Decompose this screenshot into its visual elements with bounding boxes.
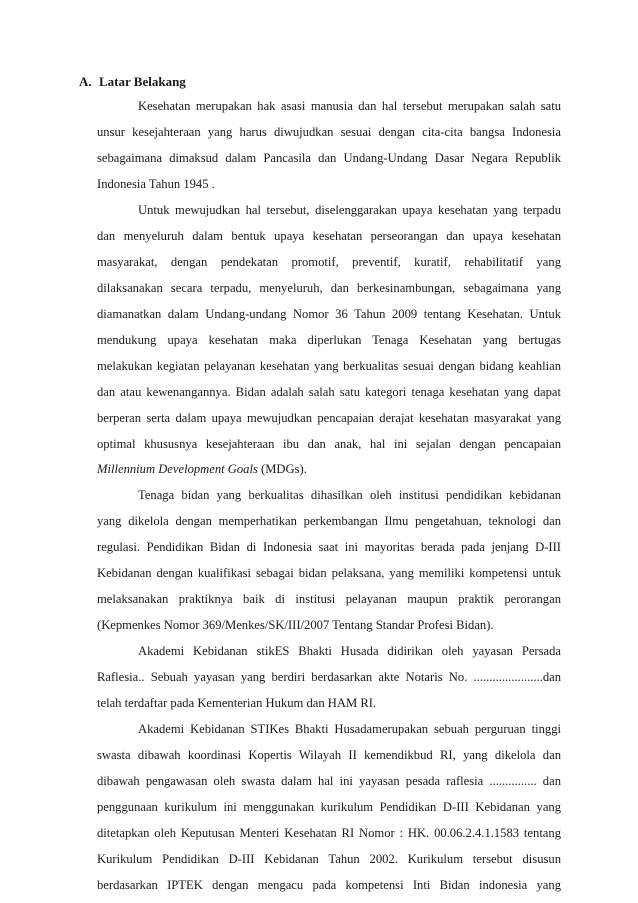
paragraph-line: sebagaimana dimaksud dalam Pancasila dan Undang-Undang Dasar Negara Republik	[97, 151, 561, 165]
mdgs-rest-text: (MDGs).	[257, 462, 307, 476]
paragraph-line: dan menyeluruh dalam bentuk upaya kesehatan perseorangan dan upaya kesehatan	[97, 229, 561, 243]
paragraph-line: masyarakat, dengan pendekatan promotif, preventif, kuratif, rehabilitatif yang	[97, 255, 561, 269]
section-heading	[79, 74, 186, 90]
paragraph-line: Kesehatan merupakan hak asasi manusia dan hal tersebut merupakan salah satu	[138, 99, 561, 113]
paragraph-line: (Kepmenkes Nomor 369/Menkes/SK/III/2007 Tentang Standar Profesi Bidan).	[97, 618, 494, 632]
section-title: Latar Belakang	[99, 74, 186, 89]
paragraph-line: ditetapkan oleh Keputusan Menteri Kesehatan RI Nomor : HK. 00.06.2.4.1.1583 tentang	[97, 826, 561, 840]
paragraph-line-mdgs	[97, 461, 561, 477]
paragraph-line: Tenaga bidan yang berkualitas dihasilkan oleh institusi pendidikan kebidanan	[138, 488, 561, 502]
paragraph-line: berdasarkan IPTEK dengan mengacu pada kompetensi Inti Bidan indonesia yang	[97, 878, 561, 892]
paragraph-line: melaksanakan praktiknya baik di institusi pelayanan maupun praktik perorangan	[97, 592, 561, 606]
paragraph-line: Kurikulum Pendidikan D-III Kebidanan Tahun 2002. Kurikulum tersebut disusun	[97, 852, 561, 866]
paragraph-line: Akademi Kebidanan stikES Bhakti Husada didirikan oleh yayasan Persada	[138, 644, 561, 658]
paragraph-line: dilaksanakan secara terpadu, menyeluruh, dan berkesinambungan, sebagaimana yang	[97, 281, 561, 295]
paragraph-line: optimal khususnya kesejahteraan ibu dan anak, hal ini sejalan dengan pencapaian	[97, 437, 561, 451]
paragraph-line: dibawah pengawasan oleh swasta dalam hal ini yayasan pesada raflesia ............... dan	[97, 774, 561, 788]
paragraph-line: berperan serta dalam upaya mewujudkan pencapaian derajat kesehatan masyarakat yang	[97, 411, 561, 425]
paragraph-line: dan atau kewenangannya. Bidan adalah salah satu kategori tenaga kesehatan yang dapat	[97, 385, 561, 399]
paragraph-line: unsur kesejahteraan yang harus diwujudkan sesuai dengan cita-cita bangsa Indonesia	[97, 125, 561, 139]
paragraph-line: melakukan kegiatan pelayanan kesehatan yang berkualitas sesuai dengan bidang keahlian	[97, 359, 561, 373]
paragraph-line: telah terdaftar pada Kementerian Hukum dan HAM RI.	[97, 696, 377, 710]
paragraph-line: swasta dibawah koordinasi Kopertis Wilayah II kemendikbud RI, yang dikelola dan	[97, 748, 561, 762]
paragraph-line: Indonesia Tahun 1945 .	[97, 177, 215, 191]
paragraph-line: mendukung upaya kesehatan maka diperlukan Tenaga Kesehatan yang bertugas	[97, 333, 561, 347]
mdgs-italic-text: Millennium Development Goals	[97, 462, 258, 476]
paragraph-line: Akademi Kebidanan STIKes Bhakti Husadamerupakan sebuah perguruan tinggi	[138, 722, 561, 736]
paragraph-line: Untuk mewujudkan hal tersebut, diselenggarakan upaya kesehatan yang terpadu	[138, 203, 561, 217]
paragraph-line: regulasi. Pendidikan Bidan di Indonesia saat ini mayoritas berada pada jenjang D-III	[97, 540, 561, 554]
paragraph-line: diamanatkan dalam Undang-undang Nomor 36 Tahun 2009 tentang Kesehatan. Untuk	[97, 307, 561, 321]
paragraph-line: Raflesia.. Sebuah yayasan yang berdiri berdasarkan akte Notaris No. ......................dan	[97, 670, 561, 684]
paragraph-line: Kebidanan dengan kualifikasi sebagai bidan pelaksana, yang memiliki kompetensi untuk	[97, 566, 561, 580]
section-number: A.	[79, 74, 92, 89]
paragraph-line: yang dikelola dengan memperhatikan perkembangan Ilmu pengetahuan, teknologi dan	[97, 514, 561, 528]
paragraph-line: penggunaan kurikulum ini menggunakan kurikulum Pendidikan D-III Kebidanan yang	[97, 800, 561, 814]
